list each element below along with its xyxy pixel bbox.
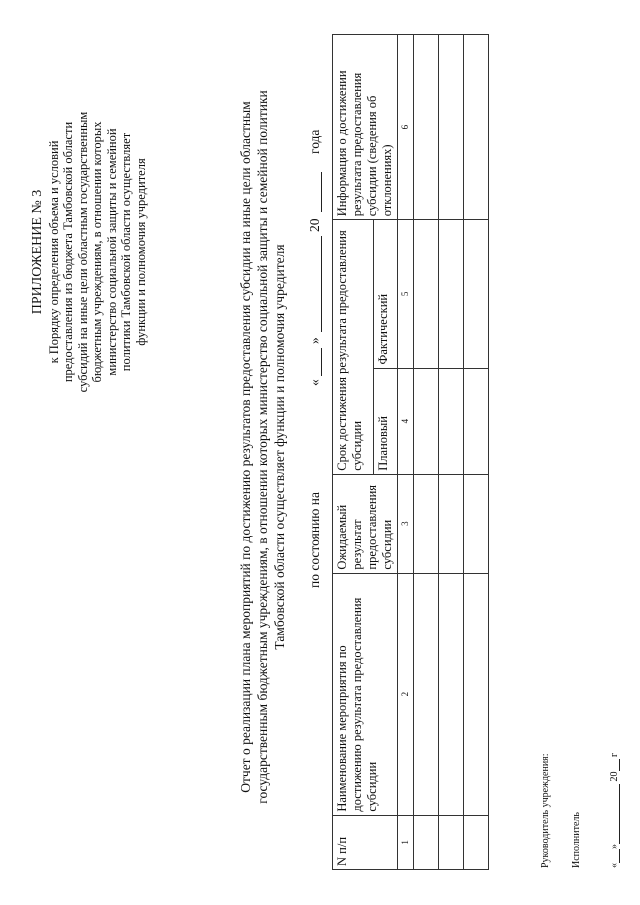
table-cell[interactable] [414,573,439,815]
appendix-line: бюджетным учреждениям, в отношении которых [90,121,104,383]
table-cell[interactable] [414,474,439,573]
table-cell[interactable] [439,220,464,368]
signature-head: Руководитель учреждения: [540,753,551,868]
header-actual: Фактический [374,220,398,368]
report-title-line: Тамбовской области осуществляет функции и полномочия учредителя [272,244,287,650]
table-cell[interactable] [439,573,464,815]
header-expected-result: Ожидаемый результат предоставления субсидии [333,474,398,573]
document-page [25,12,620,892]
table-cell[interactable] [439,474,464,573]
signature-executor: Исполнитель [571,812,582,868]
table-row [464,35,489,870]
date-year-blank[interactable] [307,172,322,212]
table-row [439,35,464,870]
column-number: 6 [398,35,414,220]
date-day-blank[interactable] [307,348,322,376]
table-cell[interactable] [464,35,489,220]
table-cell[interactable] [439,815,464,869]
table-cell[interactable] [414,368,439,474]
signature-date-close: » [609,844,620,849]
table-cell[interactable] [464,474,489,573]
report-title-line: государственным бюджетным учреждениям, в отношении которых министерство социальной защиты и семейной политики [255,90,270,804]
table-cell[interactable] [464,815,489,869]
column-number: 1 [398,815,414,869]
date-year-prefix: 20 [307,218,322,232]
date-month-blank[interactable] [307,236,322,332]
appendix-line: к Порядку определения объема и условий [46,140,61,364]
table-cell[interactable] [464,368,489,474]
column-number: 3 [398,474,414,573]
signature-date-open: « [609,863,620,868]
column-number: 2 [398,573,414,815]
appendix-line: политики Тамбовской области осуществляет [119,132,133,372]
appendix-line: министерство социальной защиты и семейной [104,128,119,376]
appendix-line: предоставления из бюджета Тамбовской области [61,121,75,383]
table-cell[interactable] [439,35,464,220]
date-label: по состоянию на [307,492,322,588]
header-result-info: Информация о достижении результата предоставления субсидии (сведения об отклонениях) [333,35,398,220]
header-npp: N п/п [333,815,398,869]
appendix-title: ПРИЛОЖЕНИЕ № 3 [30,189,45,315]
table-cell[interactable] [464,573,489,815]
signature-date [602,753,620,868]
appendix-line: функции и полномочия учредителя [133,158,148,346]
header-planned: Плановый [374,368,398,474]
table-cell[interactable] [414,35,439,220]
table-cell[interactable] [414,815,439,869]
signature-day-blank[interactable] [605,849,620,863]
header-activity-name: Наименование мероприятия по достижению результата предоставления субсидии [333,573,398,815]
date-quote-open: « [307,379,322,386]
date-year-word: года [307,129,322,154]
column-number-row [398,35,414,870]
date-quote-close: » [307,337,322,344]
column-number: 4 [398,368,414,474]
signature-year-prefix: 20 [609,771,620,782]
table-cell[interactable] [439,368,464,474]
signature-year-suffix: г [609,752,620,757]
column-number: 5 [398,220,414,368]
appendix-line: субсидий на иные цели областным государственным [75,111,90,393]
report-title-line: Отчет о реализации плана мероприятий по достижению результатов предоставления субсидии на иные цели областным [238,101,253,793]
signature-month-blank[interactable] [605,784,620,844]
header-term: Срок достижения результата предоставления субсидии [333,220,374,474]
appendix-block [31,22,148,482]
table-cell[interactable] [414,220,439,368]
table-header-row [333,35,374,870]
report-table [332,34,489,870]
table-cell[interactable] [464,220,489,368]
report-title [237,32,288,862]
signature-year-blank[interactable] [605,760,620,772]
table-row [414,35,439,870]
